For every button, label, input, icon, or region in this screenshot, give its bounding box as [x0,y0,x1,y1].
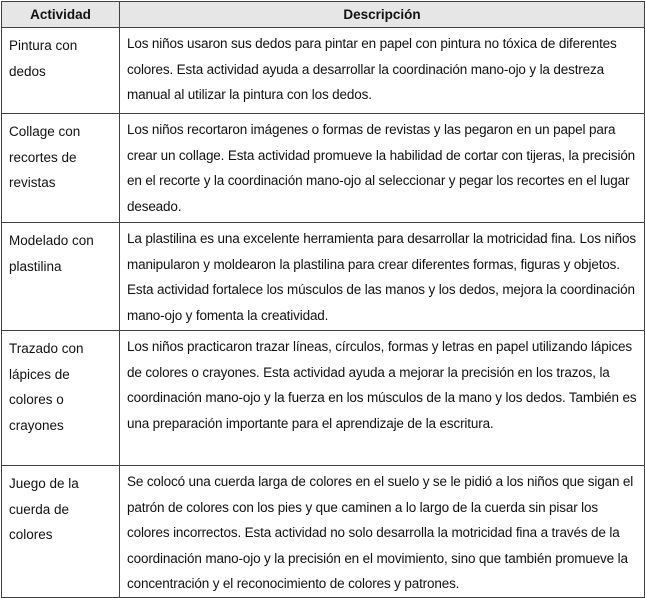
activities-table [1,1,645,598]
table-row [2,28,645,114]
description-cell: La plastilina es una excelente herramienta para desarrollar la motricidad fina. Los niños manipularon y moldearon la plastilina para crear diferentes formas, figuras y objetos. Esta actividad fortalece los músculos de las manos y los dedos, mejora la coordinación mano-ojo y fomenta la creatividad. [120,223,645,331]
description-cell: Los niños recortaron imágenes o formas de revistas y las pegaron en un papel para crear un collage. Esta actividad promueve la habilidad de cortar con tijeras, la precisión en el recorte y la coordinación mano-ojo al seleccionar y pegar los recortes en el lugar deseado. [120,114,645,223]
activity-cell: Juego de la cuerda de colores [2,466,120,598]
description-cell: Se colocó una cuerda larga de colores en el suelo y se le pidió a los niños que sigan el patrón de colores con los pies y que caminen a lo largo de la cuerda sin pisar los colores incorrectos. Esta actividad no solo desarrolla la motricidad fina a través de la coordinación mano-ojo y la precisión en el movimiento, sino que también promueve la concentración y el reconocimiento de colores y patrones. [120,466,645,598]
description-cell: Los niños usaron sus dedos para pintar en papel con pintura no tóxica de diferentes colores. Esta actividad ayuda a desarrollar la coordinación mano-ojo y la destreza manual al utilizar la pintura con los dedos. [120,28,645,114]
header-row [2,2,645,28]
activity-cell: Pintura con dedos [2,28,120,114]
activity-cell: Trazado con lápices de colores o crayones [2,331,120,466]
description-cell: Los niños practicaron trazar líneas, círculos, formas y letras en papel utilizando lápices de colores o crayones. Esta actividad ayuda a mejorar la precisión en los trazos, la coordinación mano-ojo y la fuerza en los músculos de la mano y los dedos. También es una preparación importante para el aprendizaje de la escritura. [120,331,645,466]
table-row [2,114,645,223]
activity-cell: Modelado con plastilina [2,223,120,331]
table-row [2,223,645,331]
table-row [2,466,645,598]
table-row [2,331,645,466]
header-activity: Actividad [2,2,120,28]
header-description: Descripción [120,2,645,28]
activity-cell: Collage con recortes de revistas [2,114,120,223]
